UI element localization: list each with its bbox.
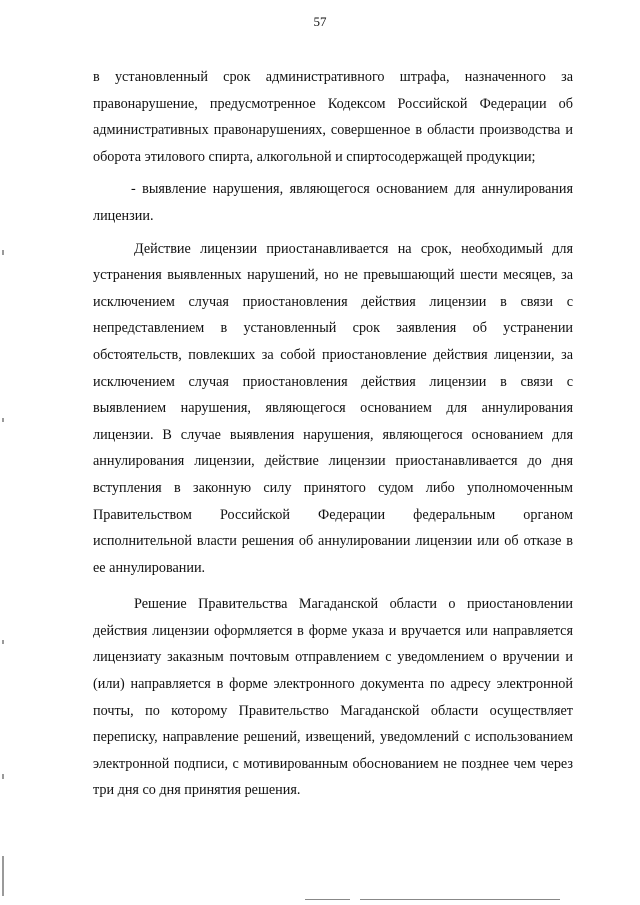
paragraph-suspension-term: Действие лицензии приостанавливается на срок, необходимый для устранения выявленных нарушений, но не превышающий шести месяцев, за исключением случая приостановления действия лицензии в связи с непредставлением в установленный срок заявления об устранении обстоятельств, повлекших за собой приостановление действия лицензии, за исключением случая приостановления действия лицензии в связи с выявлением нарушения, являющегося основанием для аннулирования лицензии. В случае выявления нарушения, являющегося основанием для аннулирования лицензии, действие лицензии приостанавливается до дня вступления в законную силу принятого судом либо уполномоченным Правительством Российской Федерации федеральным органом исполнительной власти решения об аннулировании лицензии или об отказе в ее аннулировании.: [93, 240, 573, 576]
document-body: [93, 64, 573, 804]
scan-edge-marks: [0, 0, 12, 905]
scan-edge-mark: [2, 774, 4, 779]
paragraph-decision-form: Решение Правительства Магаданской области о приостановлении действия лицензии оформляется в форме указа и вручается или направляется лицензиату заказным почтовым отправлением с уведомлением о вручении и (или) направляется в форме электронного документа по адресу электронной почты, по которому Правительство Магаданской области осуществляет переписку, направление решений, извещений, уведомлений с использованием электронной подписи, с мотивированным обоснованием не позднее чем через три дня со дня принятия решения.: [93, 596, 573, 799]
scan-edge-mark: [2, 640, 4, 644]
page-number: 57: [313, 14, 327, 29]
scan-edge-mark: [2, 418, 4, 422]
list-item-violation: - выявление нарушения, являющегося основанием для аннулирования лицензии.: [93, 181, 573, 224]
scan-edge-mark: [2, 856, 4, 896]
paragraph-fine-continuation: в установленный срок административного штрафа, назначенного за правонарушение, предусмотренное Кодексом Российской Федерации об административных правонарушениях, совершенное в области производства и оборота этилового спирта, алкогольной и спиртосодержащей продукции;: [93, 69, 573, 165]
scan-bottom-line: [360, 899, 560, 900]
scan-bottom-line: [305, 899, 350, 900]
scan-edge-mark: [2, 250, 4, 255]
